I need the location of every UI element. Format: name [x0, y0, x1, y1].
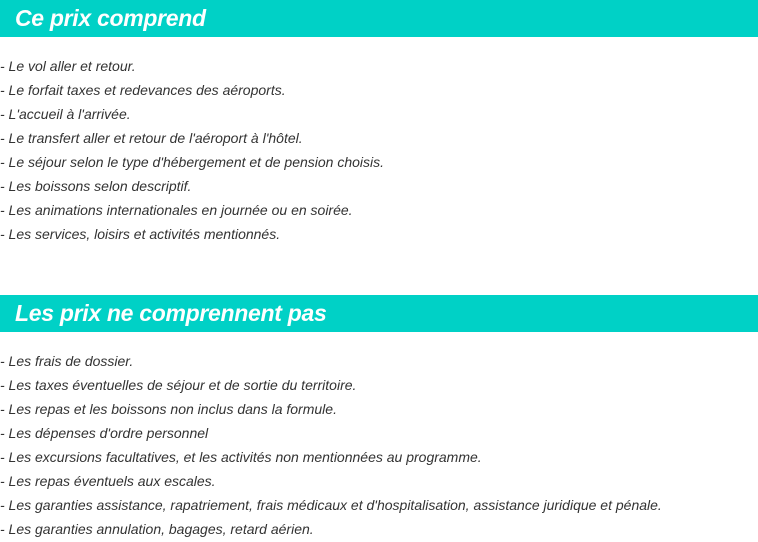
- list-item: - Le forfait taxes et redevances des aéroports.: [0, 82, 286, 98]
- section-header-includes: [0, 0, 758, 37]
- list-item: - Les garanties assistance, rapatriement, frais médicaux et d'hospitalisation, assistance juridique et pénale.: [0, 497, 662, 513]
- list-item: - Le vol aller et retour.: [0, 58, 136, 74]
- excludes-list: [0, 350, 662, 542]
- list-item: - Le transfert aller et retour de l'aéroport à l'hôtel.: [0, 130, 303, 146]
- list-item: - Les repas et les boissons non inclus dans la formule.: [0, 401, 337, 417]
- list-item: - Les services, loisirs et activités mentionnés.: [0, 226, 281, 242]
- list-item: - Les boissons selon descriptif.: [0, 178, 192, 194]
- section-title-excludes: Les prix ne comprennent pas: [15, 300, 327, 326]
- list-item: - Les garanties annulation, bagages, retard aérien.: [0, 521, 314, 537]
- list-item: - Les taxes éventuelles de séjour et de sortie du territoire.: [0, 377, 357, 393]
- includes-list: [0, 55, 384, 247]
- section-title-includes: Ce prix comprend: [15, 5, 206, 31]
- list-item: - Les excursions facultatives, et les activités non mentionnées au programme.: [0, 449, 482, 465]
- section-header-excludes: [0, 295, 758, 332]
- list-item: - Les animations internationales en journée ou en soirée.: [0, 202, 353, 218]
- list-item: - Les repas éventuels aux escales.: [0, 473, 216, 489]
- list-item: - Les dépenses d'ordre personnel: [0, 425, 209, 441]
- list-item: - Le séjour selon le type d'hébergement et de pension choisis.: [0, 154, 385, 170]
- list-item: - L'accueil à l'arrivée.: [0, 106, 131, 122]
- list-item: - Les frais de dossier.: [0, 353, 134, 369]
